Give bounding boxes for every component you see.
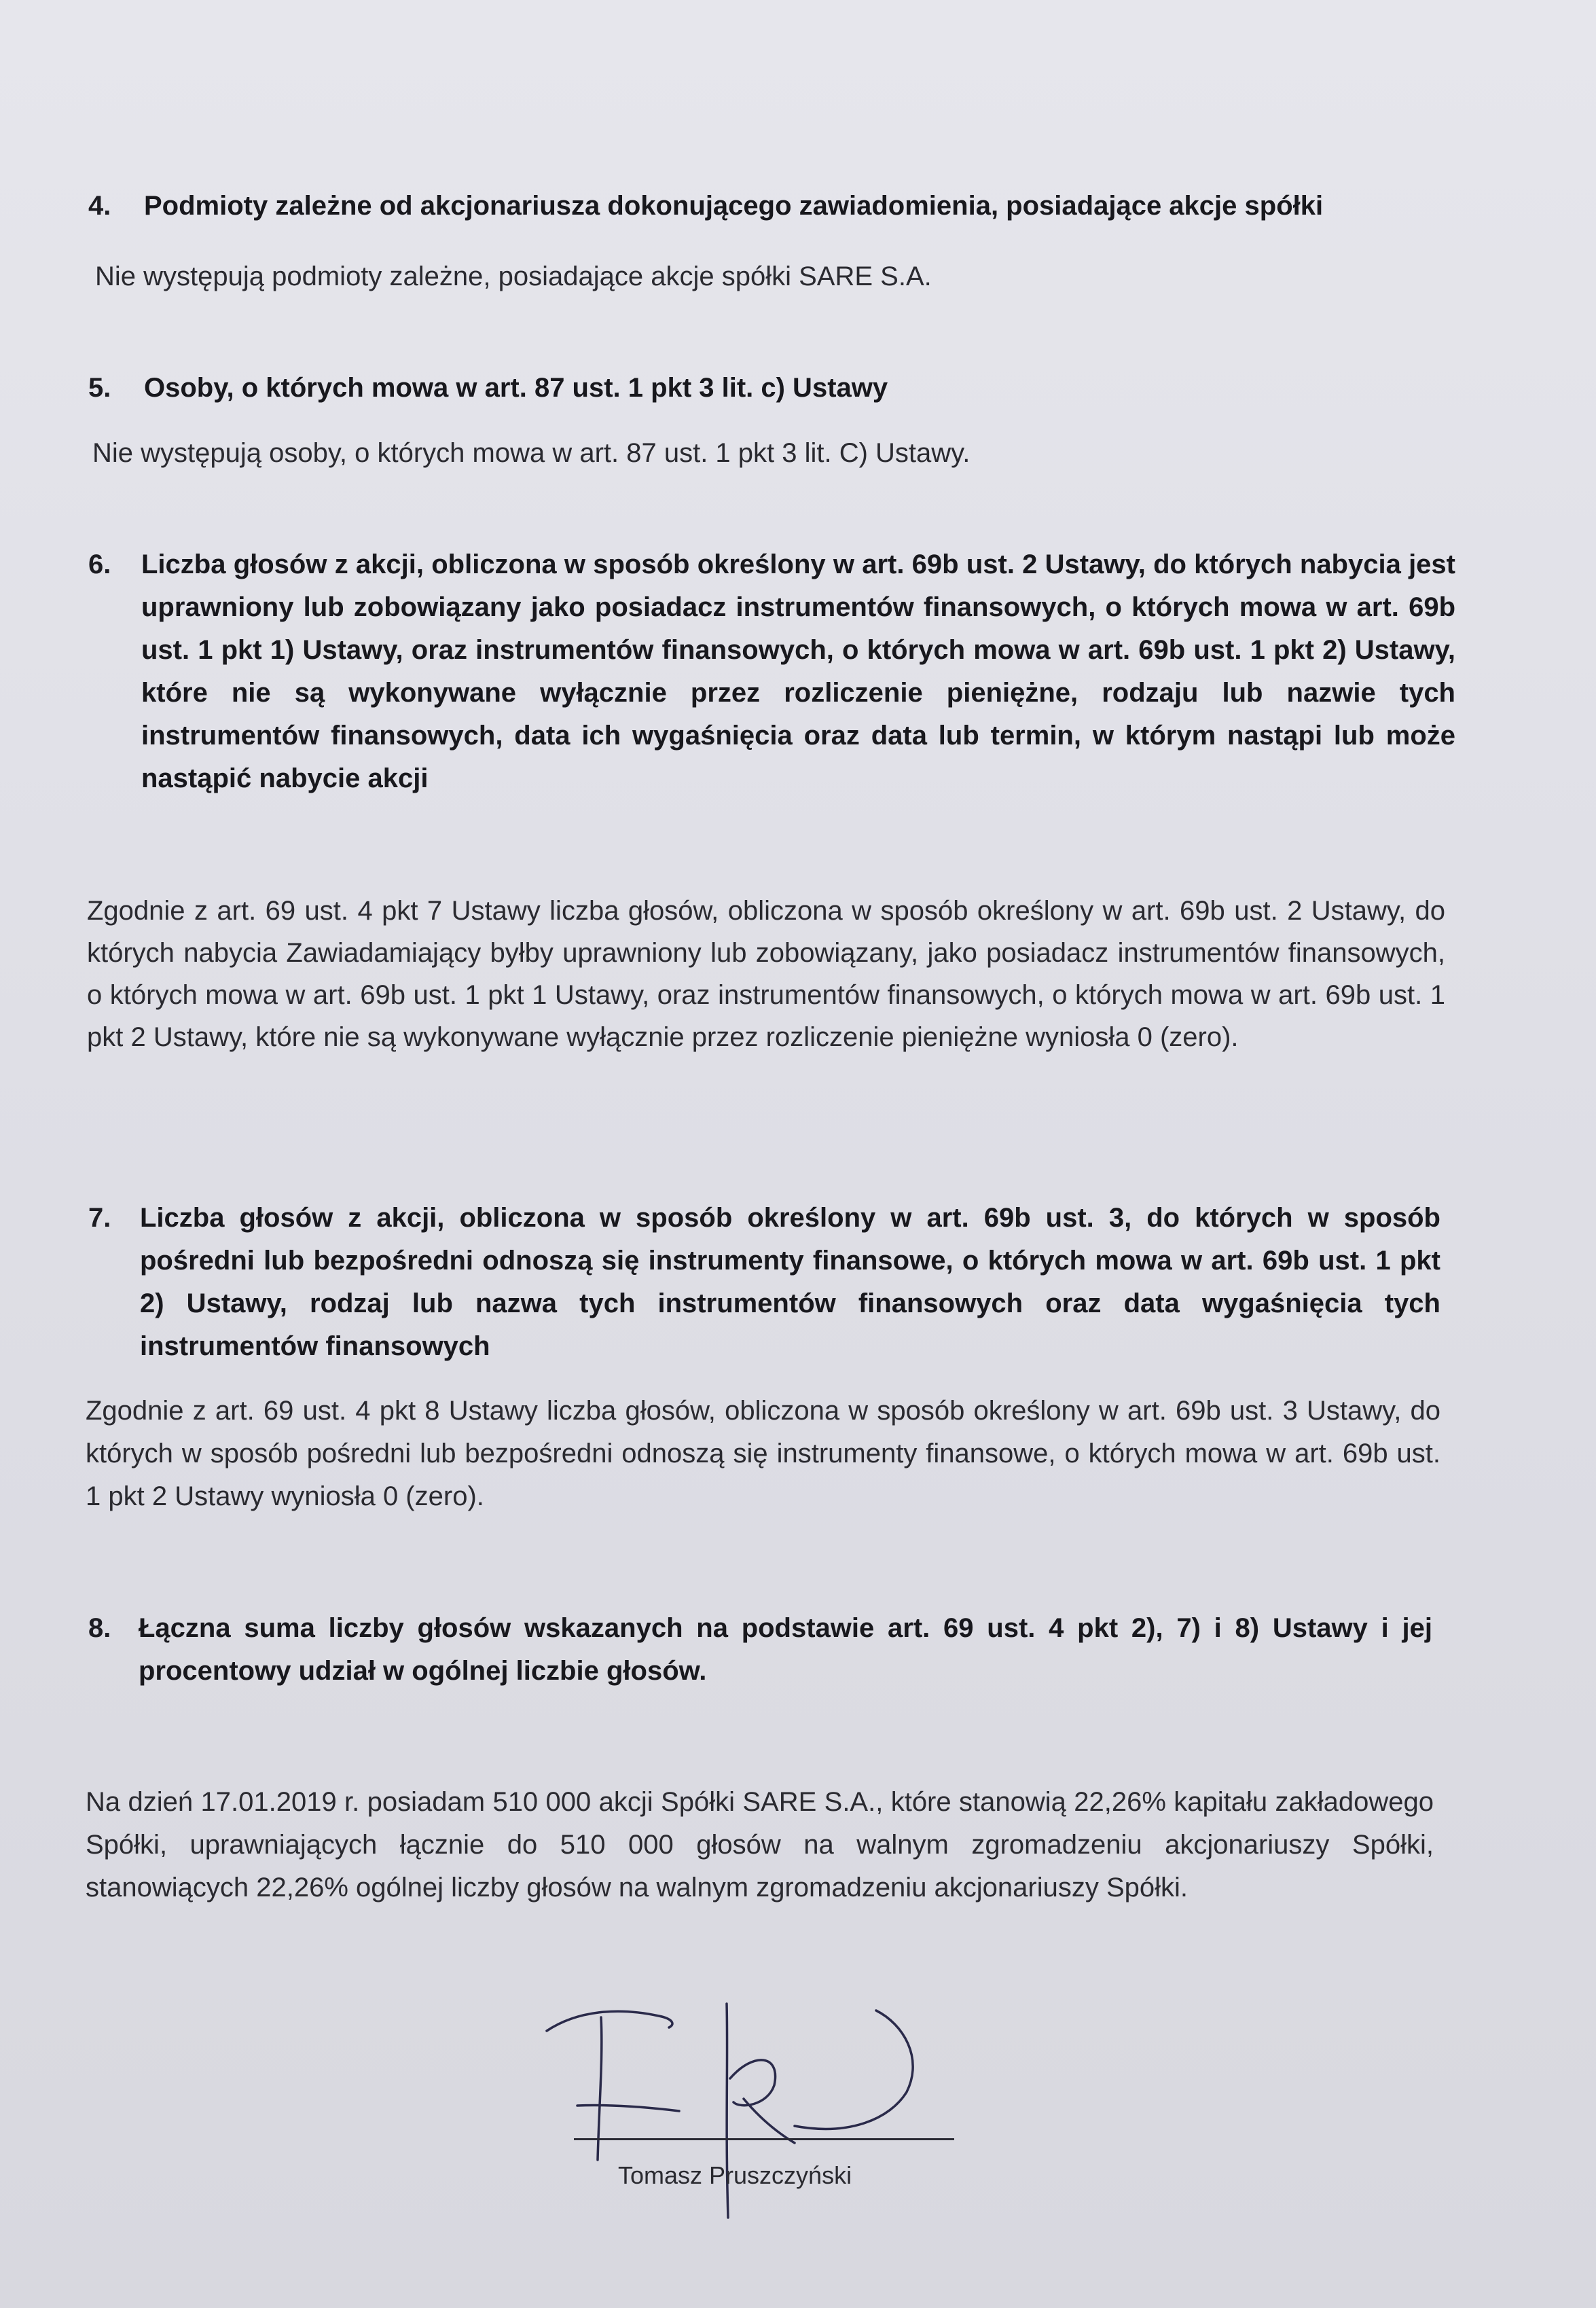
- item-5-body: Nie występują osoby, o których mowa w art. 87 ust. 1 pkt 3 lit. C) Ustawy.: [92, 438, 971, 468]
- item-4-heading: Podmioty zależne od akcjonariusza dokonującego zawiadomienia, posiadające akcje spółki: [144, 191, 1324, 221]
- item-7-heading: Liczba głosów z akcji, obliczona w sposób określony w art. 69b ust. 3, do których w sposób pośredni lub bezpośredni odnoszą się instrumenty finansowe, o których mowa w art. 69b ust. 1 pkt 2) Ustawy, rodzaj lub nazwa tych instrumentów finansowych oraz data wygaśnięcia tych instrumentów finansowych: [140, 1203, 1440, 1361]
- signature-line: [574, 2138, 954, 2140]
- handwritten-signature: [537, 1990, 958, 2228]
- item-5-number: 5.: [88, 373, 111, 403]
- signature-block: [537, 1990, 958, 2228]
- item-8-number: 8.: [88, 1613, 111, 1643]
- signatory-name: Tomasz Pruszczyński: [618, 2161, 852, 2189]
- item-6-heading: Liczba głosów z akcji, obliczona w sposób określony w art. 69b ust. 2 Ustawy, do których nabycia jest uprawniony lub zobowiązany jako posiadacz instrumentów finansowych, o których mowa w art. 69b ust. 1 pkt 1) Ustawy, oraz instrumentów finansowych, o których mowa w art. 69b ust. 1 pkt 2) Ustawy, które nie są wykonywane wyłącznie przez rozliczenie pieniężne, rodzaju lub nazwie tych instrumentów finansowych, data ich wygaśnięcia oraz data lub termin, w którym nastąpi lub może nastąpić nabycie akcji: [141, 549, 1455, 793]
- item-4-body: Nie występują podmioty zależne, posiadające akcje spółki SARE S.A.: [95, 262, 932, 291]
- item-5-heading: Osoby, o których mowa w art. 87 ust. 1 pkt 3 lit. c) Ustawy: [144, 373, 888, 403]
- item-7-number: 7.: [88, 1203, 111, 1233]
- item-8-body: Na dzień 17.01.2019 r. posiadam 510 000 akcji Spółki SARE S.A., które stanowią 22,26% kapitału zakładowego Spółki, uprawniających łącznie do 510 000 głosów na walnym zgromadzeniu akcjonariuszy Spółki, stanowiących 22,26% ogólnej liczby głosów na walnym zgromadzeniu akcjonariuszy Spółki.: [86, 1787, 1434, 1903]
- item-6-number: 6.: [88, 549, 111, 579]
- item-6-body: Zgodnie z art. 69 ust. 4 pkt 7 Ustawy liczba głosów, obliczona w sposób określony w art. 69b ust. 2 Ustawy, do których nabycia Zawiadamiający byłby uprawniony lub zobowiązany, jako posiadacz instrumentów finansowych, o których mowa w art. 69b ust. 1 pkt 1 Ustawy, oraz instrumentów finansowych, o których mowa w art. 69b ust. 1 pkt 2 Ustawy, które nie są wykonywane wyłącznie przez rozliczenie pieniężne wyniosła 0 (zero).: [87, 896, 1445, 1052]
- item-8-heading: Łączna suma liczby głosów wskazanych na podstawie art. 69 ust. 4 pkt 2), 7) i 8) Ustawy i jej procentowy udział w ogólnej liczbie głosów.: [139, 1613, 1432, 1686]
- item-4-number: 4.: [88, 191, 111, 221]
- item-7-body: Zgodnie z art. 69 ust. 4 pkt 8 Ustawy liczba głosów, obliczona w sposób określony w art. 69b ust. 3 Ustawy, do których w sposób pośredni lub bezpośredni odnoszą się instrumenty finansowe, o których mowa w art. 69b ust. 1 pkt 2 Ustawy wyniosła 0 (zero).: [86, 1396, 1440, 1511]
